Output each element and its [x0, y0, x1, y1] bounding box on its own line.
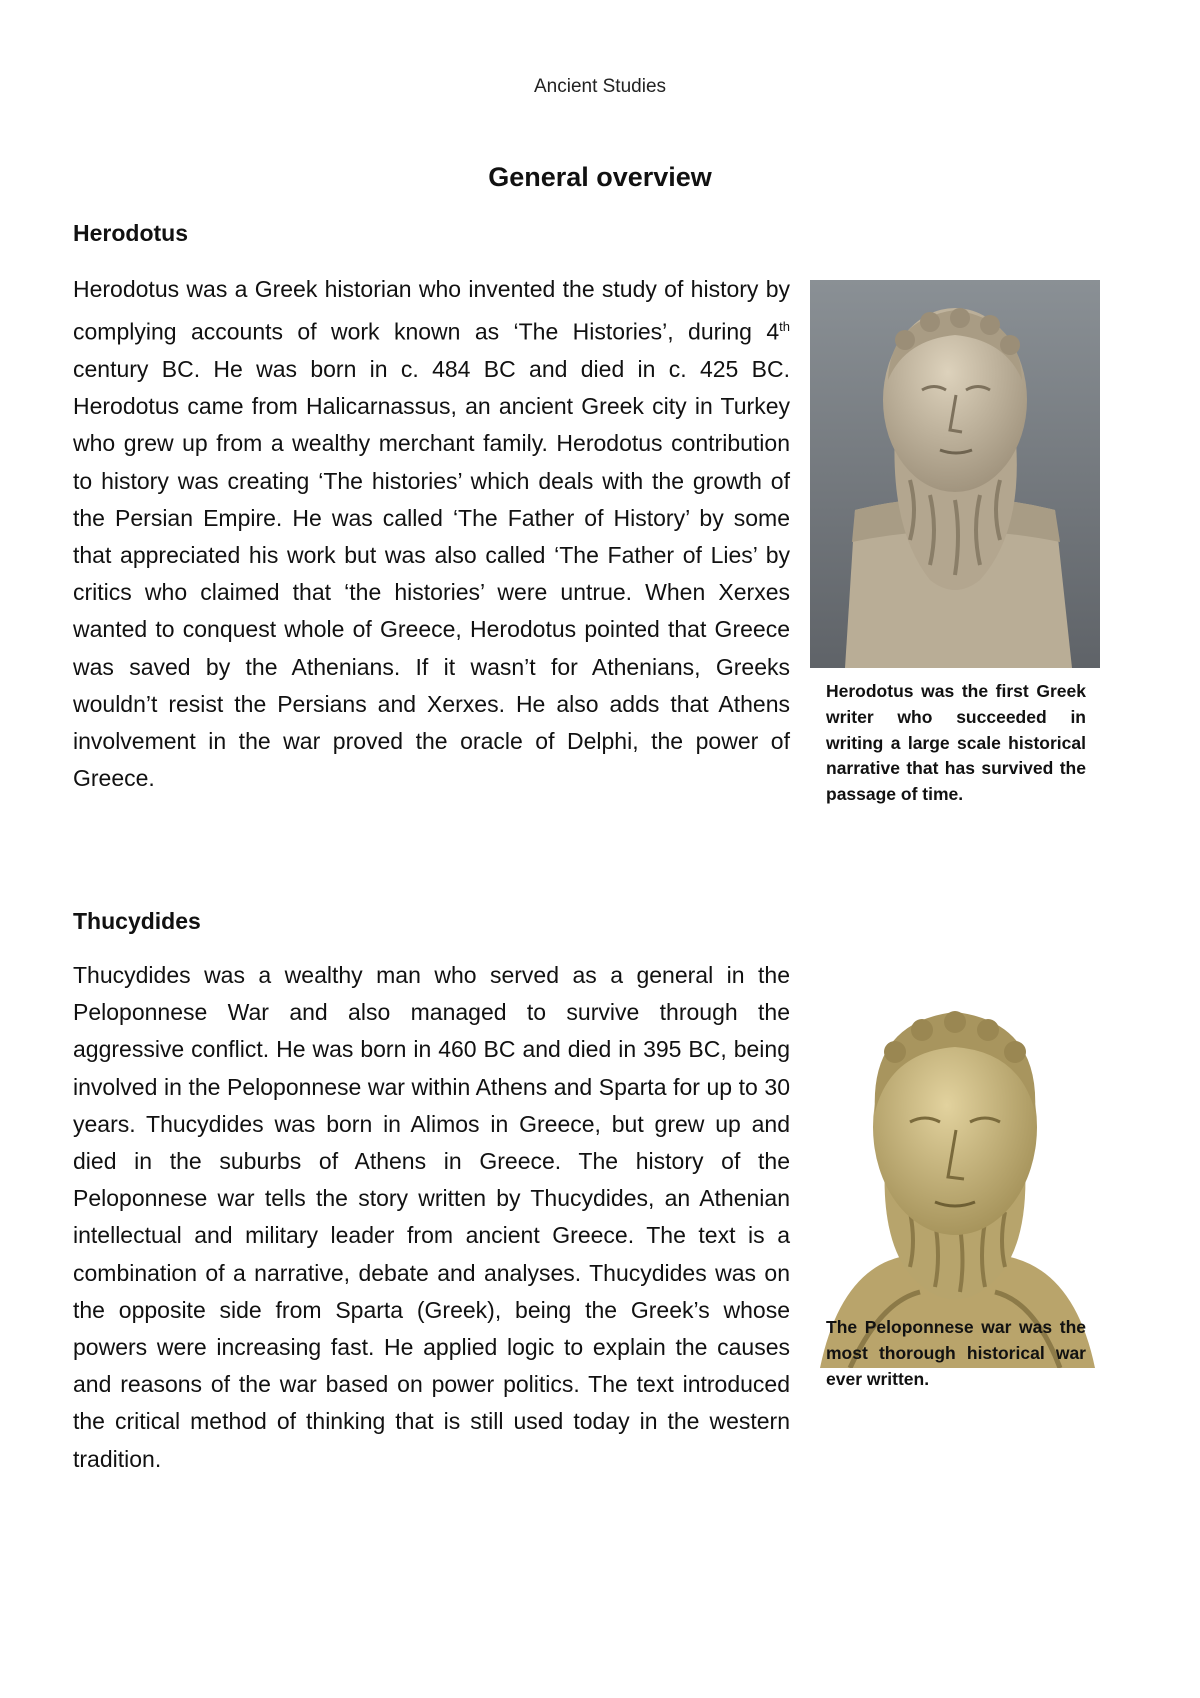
herodotus-superscript: th: [779, 319, 790, 335]
herodotus-bust-image: [810, 280, 1100, 668]
thucydides-bust-image: [810, 972, 1100, 1368]
page-title: General overview: [488, 162, 712, 192]
herodotus-text-rest: century BC. He was born in c. 484 BC and died in c. 425 BC. Herodotus came from Halicarnassus, an ancient Greek city in Turkey who grew up from a wealthy merchant family. Herodotus contribution to history was creating ‘The histories’ which deals with the growth of the Persian Empire. He was called ‘The Father of History’ by some that appreciated his work but was also called ‘The Father of Lies’ by critics who claimed that ‘the histories’ were untrue. When Xerxes wanted to conquest whole of Greece, Herodotus pointed that Greece was saved by the Athenians. If it wasn’t for Athenians, Greeks wouldn’t resist the Persians and Xerxes. He also adds that Athens involvement in the war proved the oracle of Delphi, the power of Greece.: [73, 356, 790, 792]
herodotus-text-start: Herodotus was a Greek historian who invented the study of history by complying accounts of work known as ‘The Histories’, during 4: [73, 276, 790, 345]
page-header: Ancient Studies: [533, 76, 667, 97]
thucydides-caption: The Peloponnese war was the most thorough historical war ever written.: [826, 1317, 1086, 1389]
section-heading-herodotus: Herodotus: [73, 220, 188, 246]
thucydides-paragraph: Thucydides was a wealthy man who served as a general in the Peloponnese War and also managed to survive through the aggressive conflict. He was born in 460 BC and died in 395 BC, being involved in the Peloponnese war within Athens and Sparta for up to 30 years. Thucydides was born in Alimos in Greece, but grew up and died in the suburbs of Athens in Greece. The history of the Peloponnese war tells the story written by Thucydides, an Athenian intellectual and military leader from ancient Greece. The text is a combination of a narrative, debate and analyses. Thucydides was on the opposite side from Sparta (Greek), being the Greek’s whose powers were increasing fast. He applied logic to explain the causes and reasons of the war based on power politics. The text introduced the critical method of thinking that is still used today in the western tradition.: [73, 962, 790, 1472]
herodotus-caption: Herodotus was the first Greek writer who succeeded in writing a large scale historical narrative that has survived the passage of time.: [826, 681, 1086, 805]
section-heading-thucydides: Thucydides: [73, 908, 201, 934]
herodotus-paragraph: [73, 271, 790, 798]
